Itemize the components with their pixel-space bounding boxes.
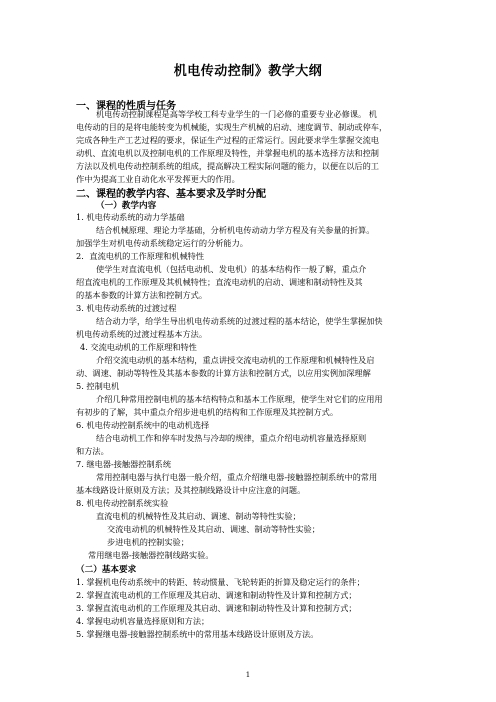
content-line: 加强学生对机电传动系统稳定运行的分析能力。	[76, 238, 248, 248]
section-heading-content: 二、课程的教学内容、基本要求及学时分配	[76, 189, 266, 200]
content-line: 结合动力学，给学生导出机电传动系统的过渡过程的基本结论，使学生掌握加快	[96, 316, 383, 326]
content-line: 常用控制电器与执行电器一般介绍，重点介绍继电器-接触器控制系统中的常用	[96, 472, 378, 482]
content-line: 直流电机的机械特性及其启动、调速、制动等特性实验；	[96, 511, 301, 521]
content-line: 和方法。	[76, 446, 109, 456]
requirement-item: 1. 掌握机电传动系统中的转距、转动惯量、飞轮转距的折算及稳定运行的条件；	[76, 577, 365, 587]
content-line: 介绍几种常用控制电机的基本结构特点和基本工作原理，使学生对它们的应用用	[96, 394, 383, 404]
requirement-item: 5. 掌握继电器-接触器控制系统中的常用基本线路设计原则及方法。	[76, 629, 319, 639]
subsection-heading-content: （一）教学内容	[96, 201, 157, 211]
paragraph-line: 完成各种生产工艺过程的要求，保证生产过程的正常运行。因此要求学生掌握交流电	[76, 135, 379, 145]
content-line: 基本线路设计原则及方法；及其控制线路设计中应注意的问题。	[76, 485, 306, 495]
content-line: 绍直流电机的工作原理及其机械特性；直流电动机的启动、调速和制动特性及其	[76, 277, 363, 287]
content-line: 2．直流电机的工作原理和机械特性	[76, 251, 205, 261]
content-line: 交流电动机的机械特性及其启动、调速、制动等特性实验；	[107, 524, 320, 534]
requirement-item: 4. 掌握电动机容量选择原则和方法；	[76, 616, 210, 626]
content-line: 常用继电器-接触器控制线路实验。	[88, 550, 214, 560]
content-line: 机电传动系统的过渡过程基本方法。	[76, 329, 208, 339]
content-line: 8. 机电传动控制系统实验	[76, 498, 169, 508]
content-line: 结合电动机工作和停车时发热与冷却的规律，重点介绍电动机容量选择原则	[96, 433, 367, 443]
paragraph-line: 方法以及机电传动控制系统的组成，提高解决工程实际问题的能力，以便在以后的工	[76, 161, 379, 171]
content-line: 步进电机的控制实验；	[107, 537, 189, 547]
content-line: 7. 继电器-接触器控制系统	[76, 459, 172, 469]
subsection-heading-requirements: （二）基本要求	[76, 565, 137, 575]
content-line: 3. 机电传动系统的过渡过程	[76, 303, 177, 313]
requirement-item: 3. 掌握直流电动机的工作原理及其启动、调速和制动特性及计算和控制方式；	[76, 603, 357, 613]
paragraph-line: 电传动的目的是将电能转变为机械能，实现生产机械的启动、速度调节、制动或停车，	[76, 122, 388, 132]
content-line: 结合机械原理、理论力学基础，分析机电传动动力学方程及有关参量的折算。	[96, 225, 375, 235]
content-line: 6. 机电传动控制系统中的电动机选择	[76, 420, 210, 430]
content-line: 5. 控制电机	[76, 381, 120, 391]
content-line: 动、调速、制动等特性及其基本参数的计算方法和控制方式，以应用实例加深理解	[76, 368, 371, 378]
content-line: 有初步的了解，其中重点介绍步进电机的结构和工作原理及其控制方式。	[76, 407, 339, 417]
content-line: 1. 机电传动系统的动力学基础	[76, 212, 185, 222]
paragraph-line: 动机、直流电机以及控制电机的工作原理及特性，并掌握电机的基本选择方法和控制	[76, 148, 379, 158]
paragraph-line: 作中为提高工业自动化水平发挥更大的作用。	[76, 174, 240, 184]
requirement-item: 2. 掌握直流电动机的工作原理及其启动、调速和制动特性及计算和控制方式；	[76, 590, 357, 600]
document-title: 机电传动控制》教学大纲	[173, 64, 323, 79]
section-heading-nature: 一、课程的性质与任务	[76, 101, 176, 112]
content-line: 4. 交流电动机的工作原理和特性	[80, 342, 197, 352]
content-line: 使学生对直流电机（包括电动机、发电机）的基本结构作一般了解，重点介	[96, 264, 367, 274]
content-line: 的基本参数的计算方法和控制方式。	[76, 290, 208, 300]
content-line: 介绍交流电动机的基本结构，重点讲授交流电动机的工作原理和机械特性及启	[96, 355, 375, 365]
page-number: 1	[245, 671, 251, 679]
paragraph-line: 机电传动控制课程是高等学校工科专业学生的一门必修的重要专业必修课。 机	[96, 109, 377, 119]
